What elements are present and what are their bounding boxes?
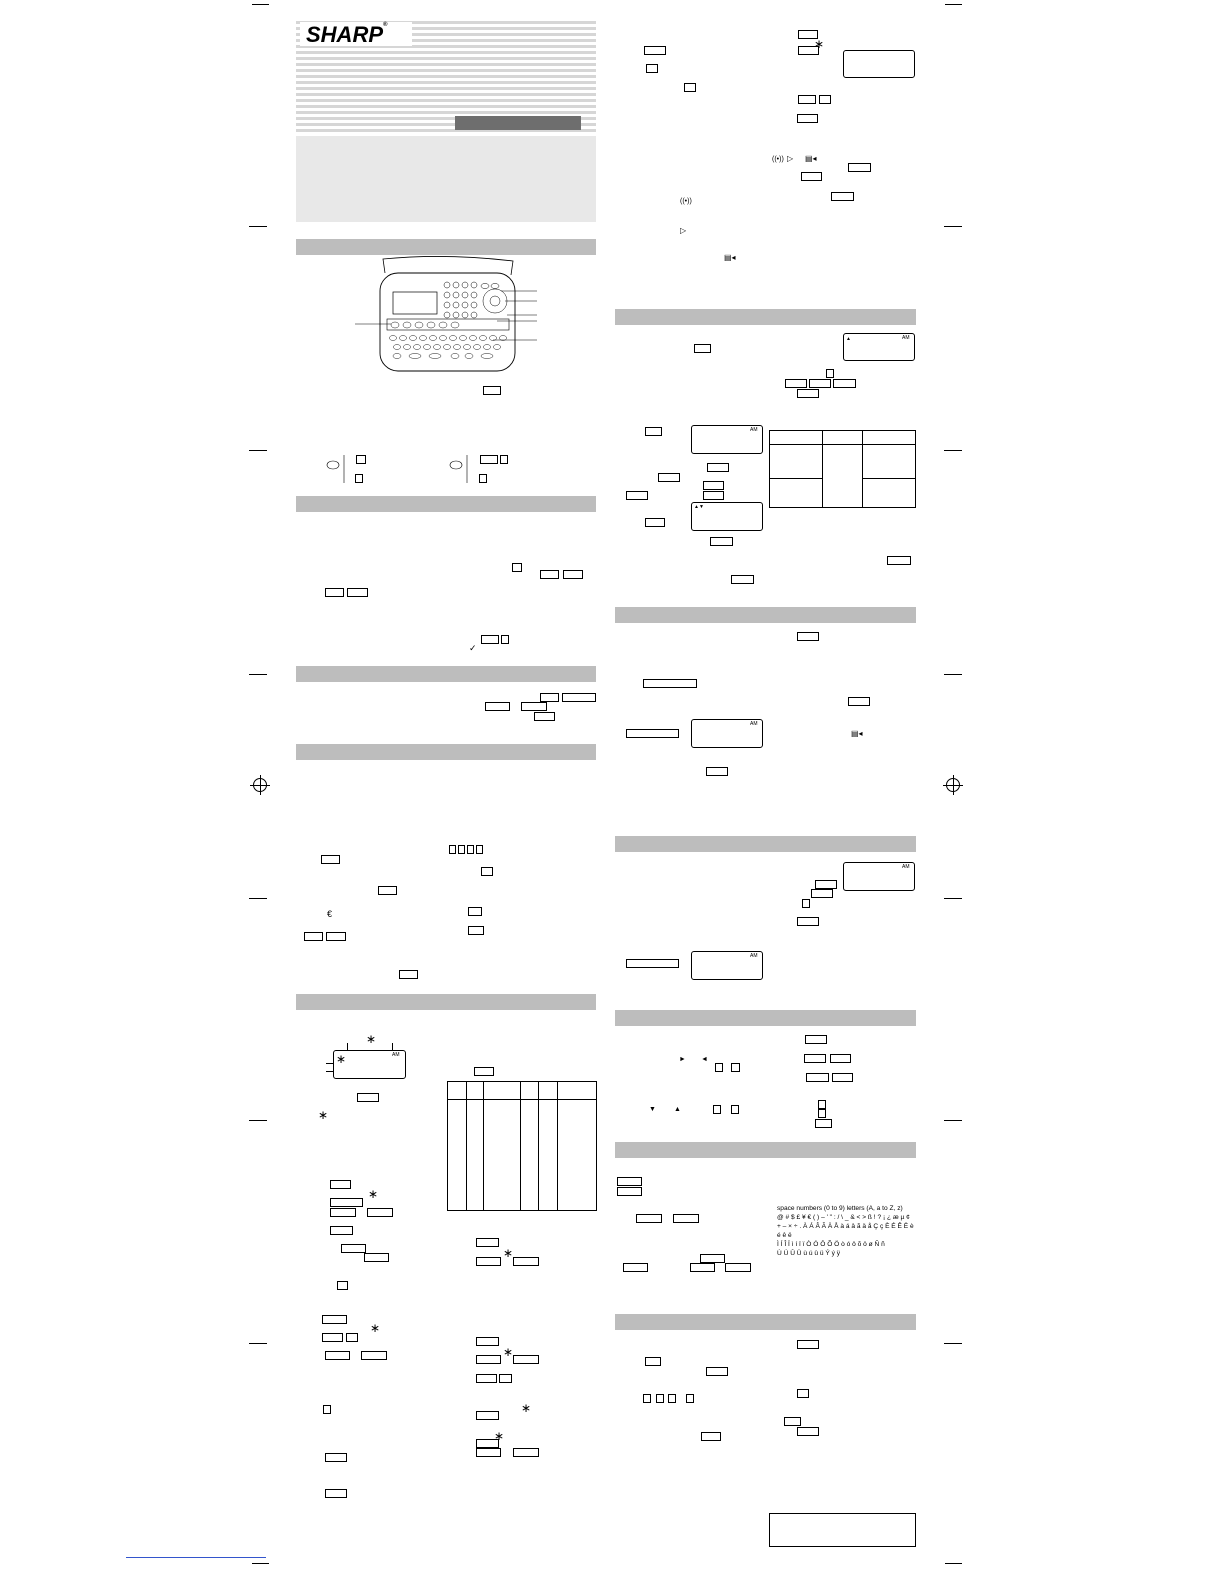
down-arrow-icon: ▼	[649, 1106, 656, 1113]
registration-mark	[946, 778, 960, 792]
asterisk-symbol: ∗	[370, 1321, 381, 1335]
section-header	[615, 836, 916, 852]
speaker-icon: ▤◂	[805, 154, 817, 163]
registration-mark	[253, 778, 267, 792]
power-key-diagram	[326, 455, 351, 483]
spec-table	[447, 1081, 597, 1211]
asterisk-symbol: ∗	[814, 37, 825, 51]
asterisk-symbol: ∗	[368, 1187, 379, 1201]
fold-mark	[249, 898, 267, 899]
section-header	[296, 994, 596, 1010]
callout-line	[326, 1071, 334, 1072]
speaker-icon: ▤◂	[851, 729, 863, 738]
asterisk-symbol: ∗	[336, 1052, 347, 1066]
sharp-logo: SHARP®	[306, 22, 388, 47]
crop-mark	[945, 4, 962, 5]
crop-mark	[252, 1563, 269, 1564]
power-key-diagram	[449, 455, 474, 483]
lcd-indicator: AM	[902, 335, 910, 341]
up-arrow-icon: ▲	[674, 1106, 681, 1113]
lcd-indicator: AM	[750, 953, 758, 959]
charset-line: Ì Í Î Ï ì í î ï Ò Ó Ô Õ Ö ò ó ô õ ö ø Ñ ñ	[777, 1241, 885, 1248]
fold-mark	[944, 226, 962, 227]
organizer-device-illustration	[325, 255, 540, 375]
notice-box	[769, 1513, 916, 1547]
charset-line: @ # $ £ ¥ € ( ) – ' " : / \ _ & < > ß ! ? ¡ ¿ æ µ ¢	[777, 1214, 910, 1221]
fold-mark	[249, 450, 267, 451]
asterisk-symbol: ∗	[318, 1108, 329, 1122]
mode-table	[769, 430, 916, 508]
fold-mark	[249, 1343, 267, 1344]
character-set-list	[777, 1204, 917, 1258]
section-header	[296, 666, 596, 682]
section-header	[615, 309, 916, 325]
checkmark-icon: ✓	[469, 643, 477, 653]
signal-icon: ((•))	[680, 198, 692, 205]
asterisk-symbol: ∗	[366, 1032, 377, 1046]
fold-mark	[944, 674, 962, 675]
lcd-indicator: AM	[750, 721, 758, 727]
callout-line	[392, 1043, 393, 1051]
cover-block	[296, 136, 596, 222]
section-header	[615, 607, 916, 623]
fold-mark	[944, 1120, 962, 1121]
fold-mark	[944, 1343, 962, 1344]
lcd-indicator: ▲▼	[694, 504, 704, 510]
section-header	[615, 1142, 916, 1158]
footer-link[interactable]	[126, 1557, 266, 1558]
charset-line: Ù Ú Û Ü ù ú û ü Ý ý ÿ	[777, 1250, 841, 1257]
asterisk-symbol: ∗	[521, 1401, 532, 1415]
lcd-indicator: ▲	[846, 336, 851, 342]
crop-mark	[945, 1563, 962, 1564]
crop-mark	[252, 4, 269, 5]
lcd-display	[843, 50, 915, 78]
section-header	[615, 1314, 916, 1330]
signal-icon: ((•))	[772, 156, 784, 163]
asterisk-symbol: ∗	[503, 1246, 514, 1260]
fold-mark	[944, 898, 962, 899]
flag-icon: ▷	[680, 226, 687, 235]
callout-line	[347, 1043, 348, 1051]
euro-symbol: €	[327, 909, 333, 919]
title-bar	[455, 116, 581, 130]
section-header	[296, 239, 596, 255]
left-arrow-icon: ◄	[701, 1056, 708, 1063]
callout-line	[326, 1063, 334, 1064]
asterisk-symbol: ∗	[503, 1345, 514, 1359]
section-header	[296, 744, 596, 760]
speaker-icon: ▤◂	[724, 253, 736, 262]
charset-line: + – × ÷ . À Á Â Ã Ä Å à á â ã ä å Ç ç È É Ê Ë è é ê ë	[777, 1223, 914, 1239]
fold-mark	[249, 674, 267, 675]
right-arrow-icon: ►	[679, 1056, 686, 1063]
lcd-indicator: AM	[902, 864, 910, 870]
fold-mark	[944, 450, 962, 451]
section-header	[615, 1010, 916, 1026]
charset-line: space numbers (0 to 9) letters (A, a to Z, z)	[777, 1205, 903, 1212]
flag-icon: ▷	[787, 154, 794, 163]
lcd-indicator: AM	[392, 1052, 400, 1058]
section-header	[296, 496, 596, 512]
asterisk-symbol: ∗	[494, 1429, 505, 1443]
lcd-indicator: AM	[750, 427, 758, 433]
fold-mark	[249, 1120, 267, 1121]
fold-mark	[249, 226, 267, 227]
